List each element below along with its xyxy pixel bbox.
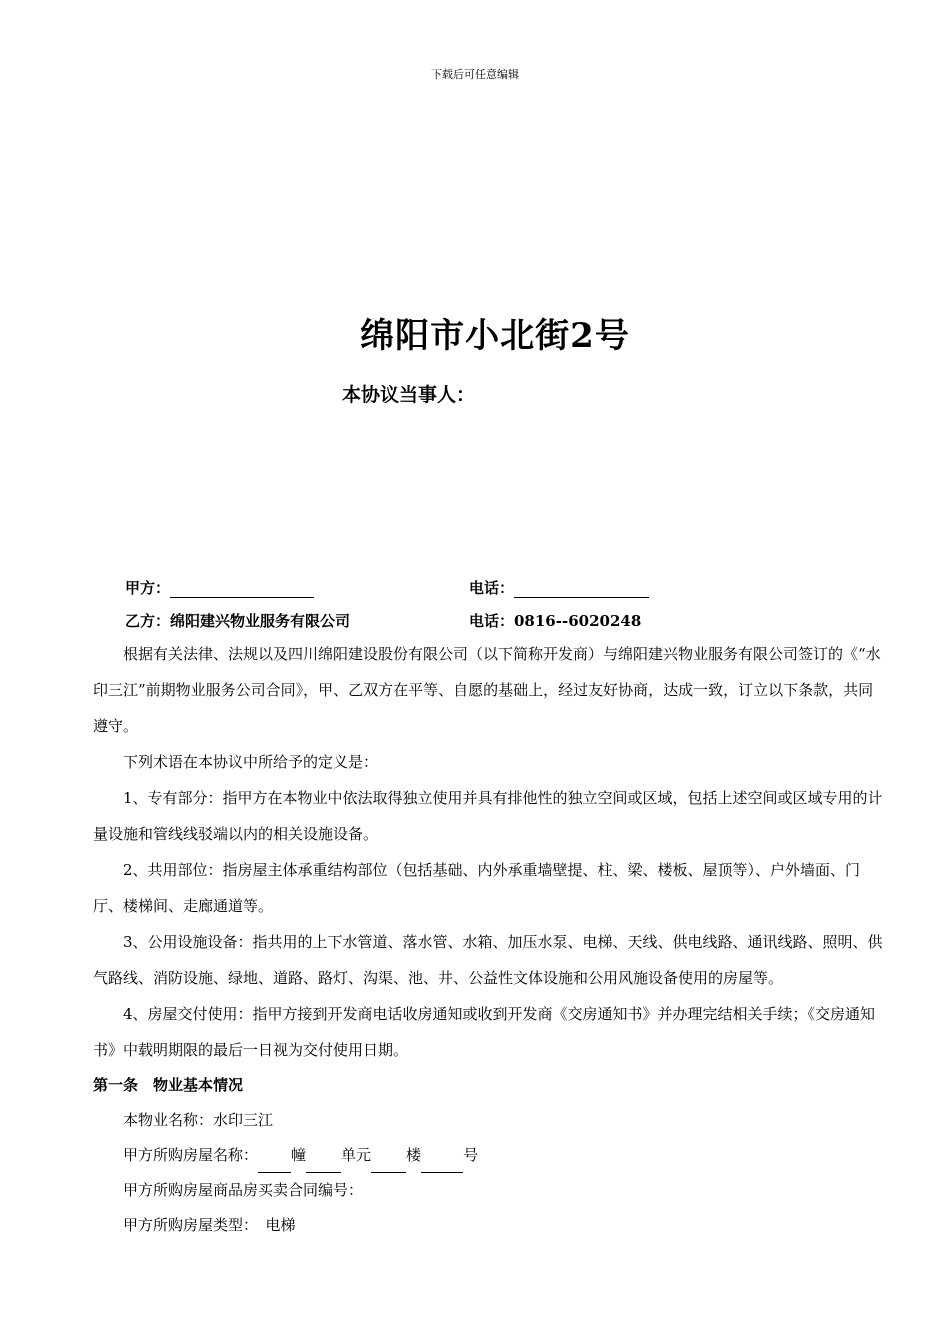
house-type-line: 甲方所购房屋类型： 电梯 [123, 1216, 296, 1234]
party-a-phone-label: 电话： [469, 579, 515, 597]
number-blank [421, 1157, 463, 1173]
party-a-label: 甲方： [125, 579, 171, 597]
party-a-blank [170, 581, 314, 598]
parties-heading: 本协议当事人： [342, 384, 476, 406]
unit-blank [306, 1157, 341, 1173]
number-label: 号 [463, 1146, 479, 1164]
unit-label: 单元 [341, 1146, 372, 1164]
house-name-prefix: 甲方所购房屋名称： [123, 1146, 259, 1164]
party-b-name: 乙方：绵阳建兴物业服务有限公司 [125, 612, 351, 630]
party-a-phone-blank [514, 581, 649, 598]
term-4-paragraph: 4、房屋交付使用：指甲方接到开发商电话收房通知或收到开发商《交房通知书》并办理完结相关手续；《交房通知书》中载明期限的最后一日视为交付使用日期。 [93, 1005, 876, 1059]
contract-number-line: 甲方所购房屋商品房买卖合同编号： [123, 1181, 364, 1199]
intro-paragraph: 根据有关法律、法规以及四川绵阳建设股份有限公司（以下简称开发商）与绵阳建兴物业服务有限公司签订的《“水印三江”前期物业服务公司合同》，甲、乙双方在平等、自愿的基础上，经过友好协商，达成一致，订立以下条款，共同遵守。 [93, 645, 881, 735]
term-1-paragraph: 1、专有部分：指甲方在本物业中依法取得独立使用并具有排他性的独立空间或区域，包括上述空间或区域专用的计量设施和管线线驳端以内的相关设施设备。 [93, 789, 883, 843]
house-name-line [93, 1138, 885, 1173]
party-a-phone-line [469, 577, 649, 598]
building-blank [258, 1157, 291, 1173]
floor-blank [371, 1157, 406, 1173]
page-header: 下载后可任意编辑 [431, 68, 519, 81]
terms-intro-paragraph: 下列术语在本协议中所给予的定义是： [123, 753, 379, 771]
document-title: 绵阳市小北街2号 [360, 316, 630, 356]
floor-label: 楼 [406, 1146, 422, 1164]
party-a-line [125, 577, 314, 598]
property-name-line: 本物业名称：水印三江 [123, 1111, 274, 1129]
party-b-phone: 电话：0816--6020248 [469, 612, 642, 630]
agreement-body [93, 636, 885, 1243]
building-label: 幢 [291, 1146, 307, 1164]
article-1-heading: 第一条 物业基本情况 [93, 1076, 244, 1094]
term-2-paragraph: 2、共用部位：指房屋主体承重结构部位（包括基础、内外承重墙壁提、柱、梁、楼板、屋顶等）、户外墙面、门厅、楼梯间、走廊通道等。 [93, 861, 861, 915]
term-3-paragraph: 3、公用设施设备：指共用的上下水管道、落水管、水箱、加压水泵、电梯、天线、供电线路、通讯线路、照明、供气路线、消防设施、绿地、道路、路灯、沟渠、池、井、公益性文体设施和公用风施设备使用的房屋等。 [93, 933, 883, 987]
